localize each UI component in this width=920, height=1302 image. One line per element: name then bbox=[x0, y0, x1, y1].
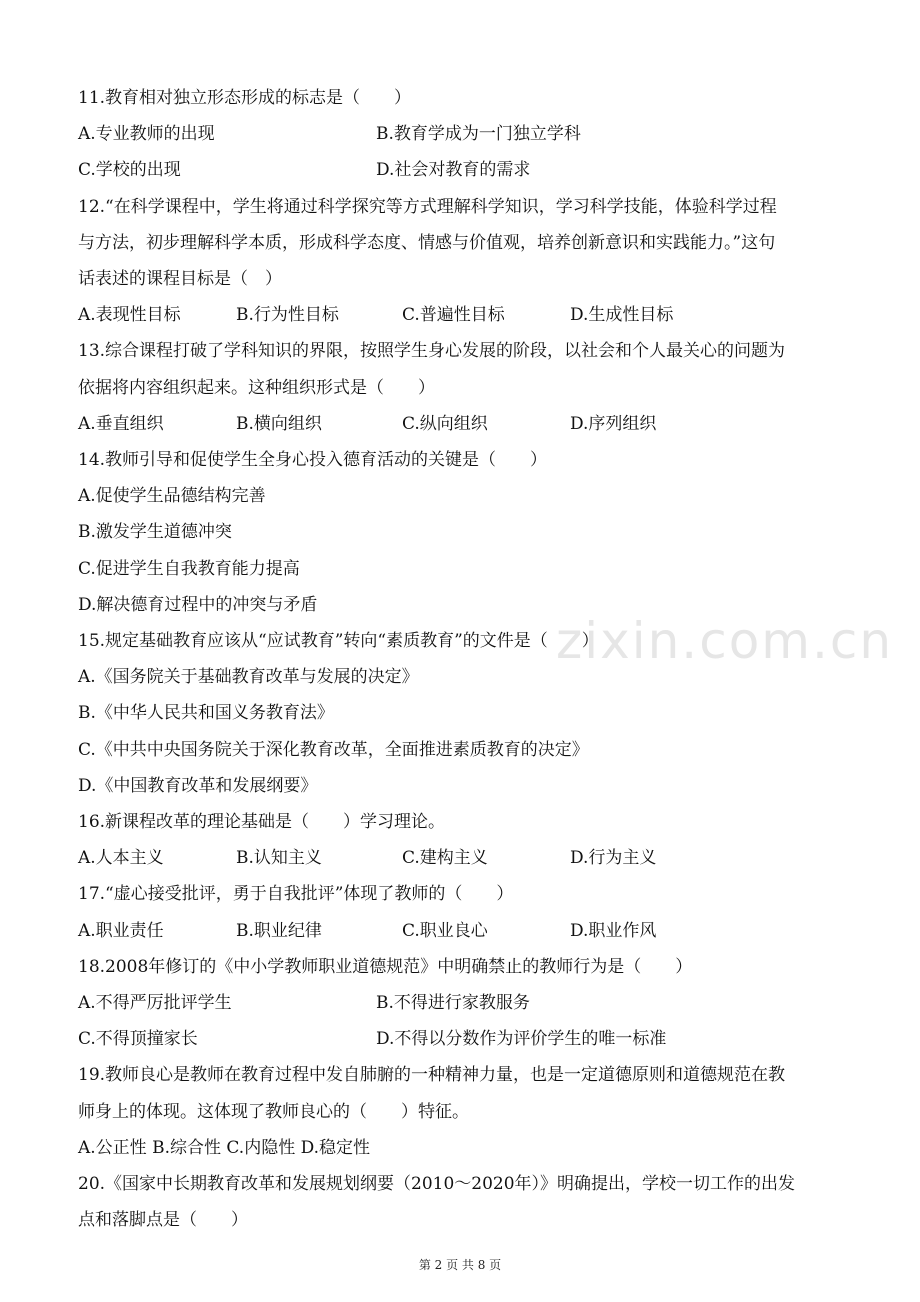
option-row bbox=[78, 520, 854, 544]
question-stem-text: 14.教师引导和促使学生全身心投入德育活动的关键是（ ） bbox=[78, 450, 548, 470]
option-text: C.职业良心 bbox=[402, 920, 488, 941]
question-stem-line bbox=[78, 86, 854, 110]
question-stem-text: 12.“在科学课程中，学生将通过科学探究等方式理解科学知识，学习科学技能，体验科学过程 bbox=[78, 196, 777, 217]
option-row bbox=[78, 1136, 854, 1160]
question-stem-line bbox=[78, 1100, 854, 1124]
option-text: D.序列组织 bbox=[570, 413, 657, 434]
question-stem-text: 13.综合课程打破了学科知识的界限，按照学生身心发展的阶段，以社会和个人最关心的问题为 bbox=[78, 341, 786, 362]
option-text: C.普遍性目标 bbox=[402, 305, 505, 326]
option-text: A.公正性 B.综合性 C.内隐性 D.稳定性 bbox=[78, 1137, 371, 1158]
option-text: B.不得进行家教服务 bbox=[376, 993, 530, 1013]
option-row bbox=[78, 158, 854, 182]
option-row bbox=[78, 701, 854, 725]
option-text: A.职业责任 bbox=[78, 920, 164, 941]
question-stem-line bbox=[78, 267, 854, 291]
question-stem-text: 17.“虚心接受批评，勇于自我批评”体现了教师的（ ） bbox=[78, 884, 514, 905]
option-text: B.行为性目标 bbox=[236, 305, 339, 326]
option-text: D.行为主义 bbox=[570, 848, 657, 869]
option-text: C.建构主义 bbox=[402, 848, 488, 869]
question-stem-line bbox=[78, 448, 854, 472]
question-stem-text: 19.教师良心是教师在教育过程中发自肺腑的一种精神力量，也是一定道德原则和道德规范在教 bbox=[78, 1065, 786, 1086]
option-row bbox=[78, 665, 854, 689]
option-row bbox=[78, 303, 854, 327]
option-text: A.促使学生品德结构完善 bbox=[78, 486, 266, 507]
option-text: A.表现性目标 bbox=[78, 305, 181, 326]
question-stem-text: 11.教育相对独立形态形成的标志是（ ） bbox=[78, 88, 412, 108]
option-text: B.激发学生道德冲突 bbox=[78, 522, 232, 543]
question-stem-line bbox=[78, 882, 854, 906]
option-row bbox=[78, 122, 854, 146]
question-stem-text: 18.2008年修订的《中小学教师职业道德规范》中明确禁止的教师行为是（ ） bbox=[78, 956, 693, 977]
option-text: A.《国务院关于基础教育改革与发展的决定》 bbox=[78, 667, 419, 688]
question-stem-line bbox=[78, 231, 854, 255]
option-text: B.职业纪律 bbox=[236, 920, 322, 941]
option-text: C.学校的出现 bbox=[78, 160, 181, 181]
option-text: B.教育学成为一门独立学科 bbox=[376, 124, 581, 145]
option-text: A.专业教师的出现 bbox=[78, 124, 215, 145]
page-footer: 第 2 页 共 8 页 bbox=[418, 1258, 502, 1272]
option-row bbox=[78, 774, 854, 798]
option-text: D.职业作风 bbox=[570, 920, 657, 941]
option-text: D.《中国教育改革和发展纲要》 bbox=[78, 775, 318, 796]
option-text: D.不得以分数作为评价学生的唯一标准 bbox=[376, 1029, 667, 1050]
question-stem-text: 15.规定基础教育应该从“应试教育”转向“素质教育”的文件是（ ） bbox=[78, 631, 599, 651]
option-text: C.不得顶撞家长 bbox=[78, 1029, 198, 1050]
question-stem-line bbox=[78, 810, 854, 834]
option-row bbox=[78, 484, 854, 508]
question-stem-line bbox=[78, 1208, 854, 1232]
option-row bbox=[78, 991, 854, 1015]
option-text: C.《中共中央国务院关于深化教育改革，全面推进素质教育的决定》 bbox=[78, 739, 589, 760]
option-row bbox=[78, 846, 854, 870]
question-stem-line bbox=[78, 376, 854, 400]
option-text: D.生成性目标 bbox=[570, 305, 674, 326]
option-text: B.认知主义 bbox=[236, 848, 322, 869]
question-stem-line bbox=[78, 339, 854, 363]
question-stem-line bbox=[78, 1172, 854, 1196]
option-text: B.横向组织 bbox=[236, 413, 322, 434]
question-stem-line bbox=[78, 1063, 854, 1087]
option-text: A.垂直组织 bbox=[78, 413, 164, 434]
option-text: D.社会对教育的需求 bbox=[376, 160, 531, 181]
question-stem-text: 点和落脚点是（ ） bbox=[78, 1210, 248, 1231]
question-stem-line bbox=[78, 195, 854, 219]
question-stem-text: 16.新课程改革的理论基础是（ ）学习理论。 bbox=[78, 812, 446, 832]
option-text: A.不得严厉批评学生 bbox=[78, 993, 232, 1013]
option-row bbox=[78, 593, 854, 617]
option-text: C.纵向组织 bbox=[402, 413, 488, 434]
option-text: A.人本主义 bbox=[78, 848, 164, 869]
option-text: D.解决德育过程中的冲突与矛盾 bbox=[78, 594, 318, 615]
option-row bbox=[78, 738, 854, 762]
watermark: zixin.com.cn bbox=[556, 612, 894, 670]
option-row bbox=[78, 1027, 854, 1051]
question-stem-text: 话表述的课程目标是（ ） bbox=[78, 269, 282, 289]
option-row bbox=[78, 919, 854, 943]
option-text: C.促进学生自我教育能力提高 bbox=[78, 558, 300, 579]
question-stem-text: 师身上的体现。这体现了教师良心的（ ）特征。 bbox=[78, 1101, 469, 1122]
question-stem-text: 与方法，初步理解科学本质，形成科学态度、情感与价值观，培养创新意识和实践能力。”这句 bbox=[78, 232, 776, 253]
option-row bbox=[78, 412, 854, 436]
question-stem-text: 依据将内容组织起来。这种组织形式是（ ） bbox=[78, 377, 435, 398]
option-row bbox=[78, 557, 854, 581]
option-text: B.《中华人民共和国义务教育法》 bbox=[78, 703, 334, 724]
question-stem-text: 20.《国家中长期教育改革和发展规划纲要（2010～2020年）》明确提出，学校一切工作的出发 bbox=[78, 1174, 796, 1194]
question-stem-line bbox=[78, 955, 854, 979]
question-stem-line bbox=[78, 629, 854, 653]
